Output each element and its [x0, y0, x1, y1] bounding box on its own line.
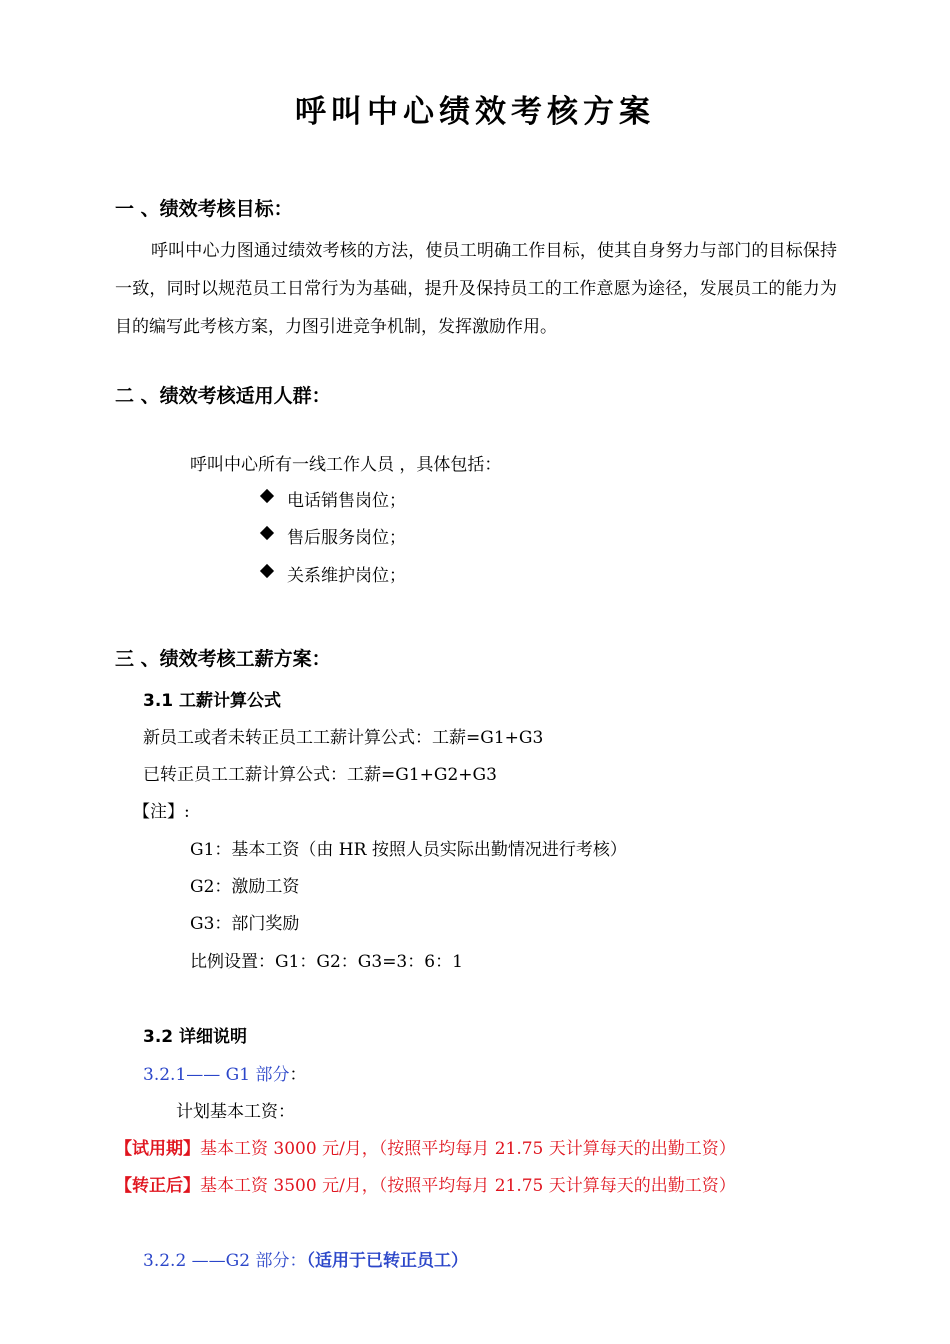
- diamond-bullet-icon: [260, 526, 274, 540]
- section-heading-target-group: 二 、绩效考核适用人群：: [115, 385, 331, 407]
- formula-new-employee: 新员工或者未转正员工工薪计算公式：工薪=G1+G3: [143, 728, 544, 748]
- formula-regular-employee: 已转正员工工薪计算公式：工薪=G1+G2+G3: [143, 765, 497, 785]
- g2-part-heading-label: 3.2.2 ——G2 部分：: [143, 1251, 307, 1271]
- page-title: 呼叫中心绩效考核方案: [295, 94, 655, 130]
- diamond-bullet-icon: [260, 564, 274, 578]
- regular-salary-text: 基本工资 3500 元/月，（按照平均每月 21.75 天计算每天的出勤工资）: [200, 1176, 736, 1196]
- probation-salary-text: 基本工资 3000 元/月，（按照平均每月 21.75 天计算每天的出勤工资）: [200, 1139, 736, 1159]
- subsection-heading-details: 3.2 详细说明: [143, 1027, 248, 1047]
- target-group-intro: 呼叫中心所有一线工作人员 ，具体包括：: [190, 455, 502, 475]
- g1-intro: 计划基本工资：: [176, 1102, 295, 1122]
- g1-part-heading: [143, 1060, 306, 1085]
- note-item-g3: G3：部门奖励: [190, 914, 300, 934]
- g1-part-heading-label: 3.2.1—— G1 部分: [143, 1065, 290, 1085]
- note-label: 【注】:: [133, 802, 190, 822]
- section-heading-pay-plan: 三 、绩效考核工薪方案：: [115, 648, 331, 670]
- list-item: 售后服务岗位；: [287, 528, 406, 548]
- note-item-g1: G1：基本工资（由 HR 按照人员实际出勤情况进行考核）: [190, 840, 627, 860]
- list-item: 关系维护岗位；: [287, 566, 406, 586]
- diamond-bullet-icon: [260, 489, 274, 503]
- regular-tag: 【转正后】: [115, 1176, 200, 1196]
- goals-paragraph: 呼叫中心力图通过绩效考核的方法，使员工明确工作目标，使其自身努力与部门的目标保持一致，同时以规范员工日常行为为基础，提升及保持员工的工作意愿为途径，发展员工的能力为目的编写此考核方案，力图引进竞争机制，发挥激励作用。: [115, 241, 837, 337]
- g2-part-heading: [143, 1246, 468, 1271]
- list-item: 电话销售岗位；: [287, 491, 406, 511]
- g2-part-heading-scope: （适用于已转正员工）: [306, 1251, 468, 1271]
- g1-part-heading-colon: ：: [289, 1065, 307, 1085]
- probation-tag: 【试用期】: [115, 1139, 200, 1159]
- section-heading-goals: 一 、绩效考核目标：: [115, 198, 293, 220]
- subsection-heading-formula: 3.1 工薪计算公式: [143, 691, 282, 711]
- probation-salary-line: [115, 1134, 736, 1159]
- note-item-ratio: 比例设置：G1：G2：G3=3：6：1: [190, 952, 463, 972]
- regular-salary-line: [115, 1171, 736, 1196]
- note-item-g2: G2：激励工资: [190, 877, 300, 897]
